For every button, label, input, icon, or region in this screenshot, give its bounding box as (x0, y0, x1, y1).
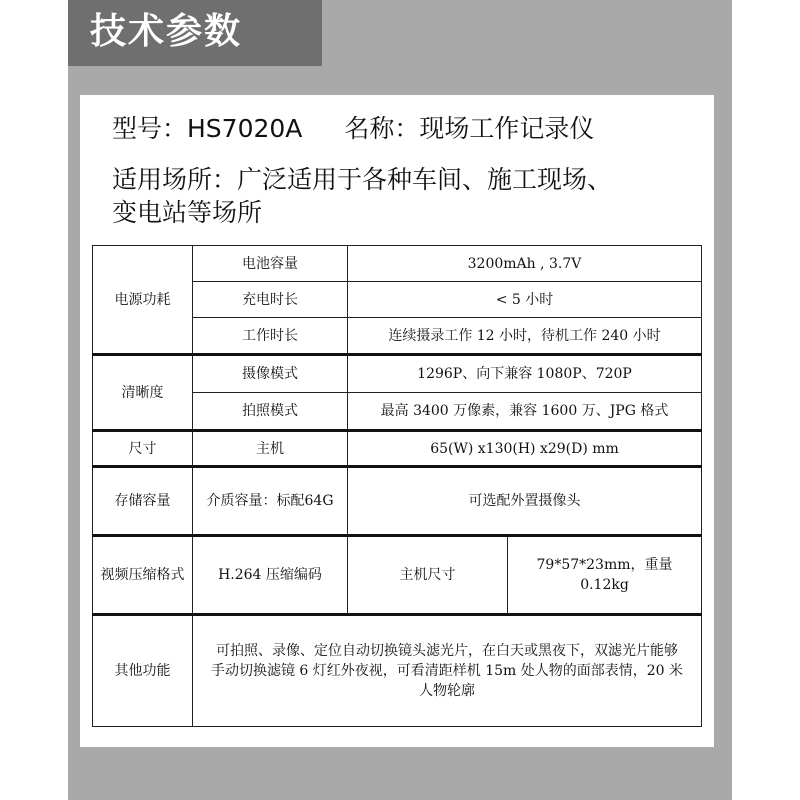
table-row (93, 615, 702, 727)
label-cell: 主机 (193, 431, 348, 467)
label-cell: 充电时长 (193, 282, 348, 318)
page-title: 技术参数 (90, 11, 243, 52)
value-cell: 65(W) x130(H) x29(D) mm (348, 431, 702, 467)
value-cell: 连续摄录工作 12 小时，待机工作 240 小时 (348, 318, 702, 355)
table-row (93, 355, 702, 393)
table-row (93, 467, 702, 536)
value-cell: 3200mAh , 3.7V (348, 246, 702, 282)
group-cell-video: 视频压缩格式 (93, 536, 193, 615)
sub-label-cell: 主机尺寸 (348, 536, 508, 615)
value-cell: 最高 3400 万像素，兼容 1600 万、JPG 格式 (348, 393, 702, 431)
value-cell: 可选配外置摄像头 (348, 467, 702, 536)
label-cell: 电池容量 (193, 246, 348, 282)
label-cell: 拍照模式 (193, 393, 348, 431)
label-cell: 介质容量：标配64G (193, 467, 348, 536)
name-label: 名称：现场工作记录仪 (344, 114, 595, 143)
label-cell: 摄像模式 (193, 355, 348, 393)
spec-table (92, 245, 702, 727)
model-line (112, 112, 594, 146)
table-row (93, 536, 702, 615)
other-line-2: 手动切换滤镜 6 灯红外夜视，可看清距样机 15m 处人物的面部表情，20 米 (210, 663, 684, 679)
value-cell: 79*57*23mm，重量 0.12kg (508, 536, 702, 615)
group-cell-clarity: 清晰度 (93, 355, 193, 431)
place-line-2: 变电站等场所 (112, 198, 263, 227)
other-line-3: 人物轮廓 (419, 683, 475, 699)
value-cell: 1296P、向下兼容 1080P、720P (348, 355, 702, 393)
model-label: 型号：HS7020A (112, 114, 303, 143)
label-cell: 工作时长 (193, 318, 348, 355)
label-cell: H.264 压缩编码 (193, 536, 348, 615)
place-line-1: 适用场所：广泛适用于各种车间、施工现场、 (112, 165, 613, 194)
table-row (93, 431, 702, 467)
other-line-1: 可拍照、录像、定位自动切换镜头滤光片，在白天或黑夜下，双滤光片能够 (216, 643, 678, 659)
table-row (93, 246, 702, 282)
group-cell-power: 电源功耗 (93, 246, 193, 355)
group-cell-size: 尺寸 (93, 431, 193, 467)
group-cell-storage: 存储容量 (93, 467, 193, 536)
other-functions-cell (193, 615, 702, 727)
value-cell: < 5 小时 (348, 282, 702, 318)
group-cell-other: 其他功能 (93, 615, 193, 727)
